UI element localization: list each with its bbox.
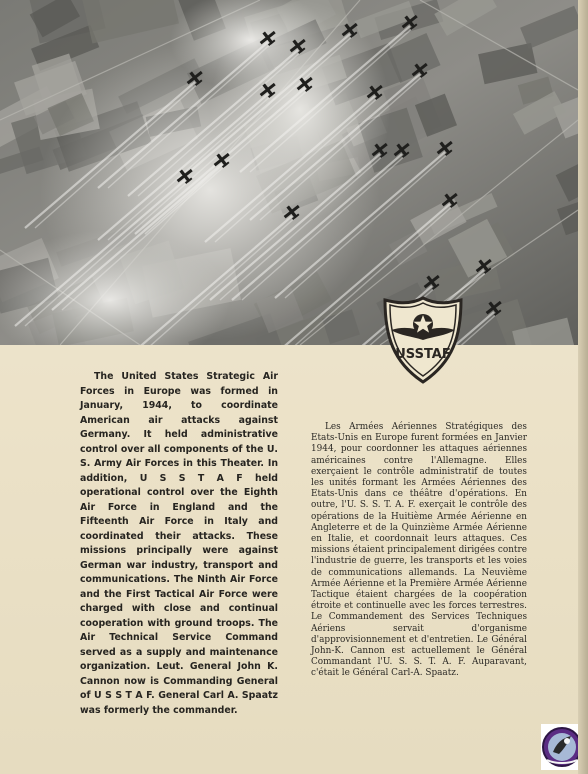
english-paragraph: The United States Strategic Air Forces in Europe was formed in January, 1944, to coordinate American air attacks against Germany. It held administrative control over all components of the U. S. Army Air Forces in this Theater. In addition, U S S T A F held operational control over the Eighth Air Force in England and the Fifteenth Air Force in Italy and coordinated their attacks. These missions principally were against German war industry, transport and communications. The Ninth Air Force and the First Tactical Air Force were charged with close and continual cooperation with ground troops. The Air Technical Service Command served as a supply and maintenance organization. Leut. General John K. Cannon now is Commanding General of U S S T A F. General Carl A. Spaatz was formerly the commander.	[80, 371, 278, 716]
squadron-patch-icon	[541, 724, 583, 770]
book-spine-edge	[578, 0, 588, 774]
french-paragraph: Les Armées Aériennes Stratégiques des Etats-Unis en Europe furent formées en Janvier 1944, pour coordonner les attaques aériennes américaines contre l'Allemagne. Elles exerçaient le contrôle administratif de toutes les unités formant les Armées Aériennes des Etats-Unis dans ce théâtre d'opérations. En outre, l'U. S. S. T. A. F. exerçait le contrôle des opérations de la Huitième Armée Aérienne en Angleterre et de la Quinzième Armée Aérienne en Italie, et coordonnait leurs attaques. Ces missions étaient principalement dirigées contre l'industrie de guerre, les transports et les voies de communications allemands. La Neuvième Armée Aérienne et la Première Armée Aérienne Tactique étaient chargées de la coopération étroite et continuelle avec les forces terrestres. Le Commandement des Services Techniques Aériens servait d'organisme d'approvisionnement et d'entretien. Le Général John-K. Cannon est actuellement le Général Commandant l'U. S. S. T. A. F. Auparavant, c'était le Général Carl-A. Spaatz.	[311, 422, 527, 679]
aerial-bomber-formation-photo	[0, 0, 578, 345]
aerial-photo-canvas	[0, 0, 578, 345]
usstaf-shield-emblem-icon	[383, 296, 463, 384]
french-text-column	[311, 422, 527, 680]
emblem-letters: USSTAF	[395, 347, 451, 362]
english-text-column	[80, 370, 278, 718]
